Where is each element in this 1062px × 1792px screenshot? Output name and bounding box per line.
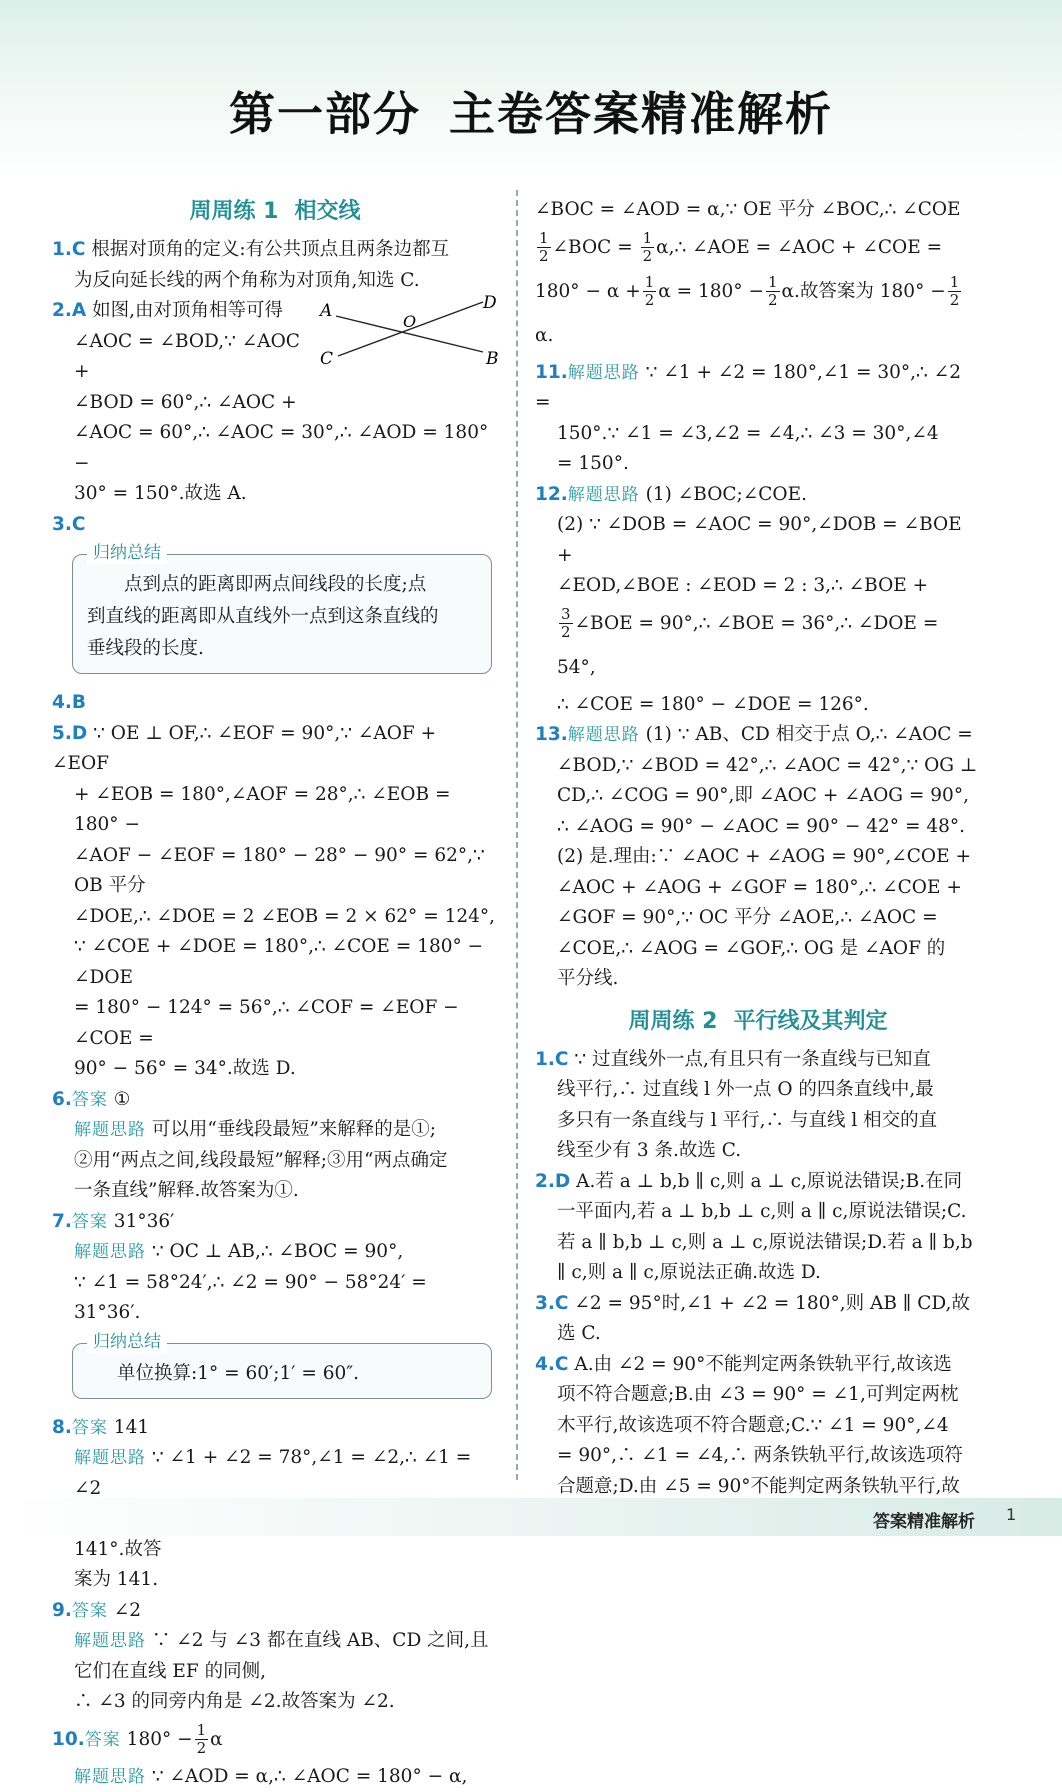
summary-label: 归纳总结 — [87, 1331, 167, 1353]
q6: 6.答案 ① 解题思路 可以用“垂线段最短”来解释的是①; ②用“两点之间,线段最短”解释;③用“两点确定 一条直线”解释.故答案为①. — [52, 1085, 498, 1207]
q1: 1.C 根据对顶角的定义:有公共顶点且两条边都互 — [52, 235, 498, 266]
label-d: D — [482, 294, 497, 313]
q10: 10.答案 180° − $\frac{1}{2}$ α 解题思路 ∵ ∠AOD = α,∴ ∠AOC = 180° − α, — [52, 1718, 498, 1792]
title-subject: 主卷答案精准解析 — [449, 87, 833, 141]
p3: 3.C ∠2 = 95°时,∠1 + ∠2 = 180°,则 AB ∥ CD,故 选 C. — [535, 1289, 981, 1350]
q2: A B C D O 2.A 如图,由对顶角相等可得 ∠AOC = ∠BOD,∵ ∠AOC + ∠BOD = 60°,∴ ∠AOC + ∠AOC = 60°,∴ ∠AOC = 30°,∴ ∠AOD = 180° − 30° = 150°.故选 A. — [52, 296, 498, 510]
p4: 4.C A.由 ∠2 = 90°不能判定两条铁轨平行,故该选 项不符合题意;B.由 ∠3 = 90° = ∠1,可判定两枕 木平行,故该选项不符合题意;C.∵ ∠1 = 90°,∠4 = 90°,∴ ∠1 = ∠4,∴ 两条铁轨平行,故该选项符 合题意;D.由 ∠5 = 90°不能判定两条铁轨平行,故 — [535, 1350, 981, 1533]
left-column — [52, 195, 498, 1792]
title-part: 第一部分 — [229, 87, 421, 141]
page-number: 1 — [1006, 1505, 1016, 1524]
label-o: O — [403, 312, 416, 331]
label-a: A — [318, 301, 332, 321]
q11: 11.解题思路 ∵ ∠1 + ∠2 = 180°,∠1 = 30°,∴ ∠2 = 150°.∵ ∠1 = ∠3,∠2 = ∠4,∴ ∠3 = 30°,∠4 = 150°. — [535, 358, 981, 480]
label-c: C — [320, 349, 333, 366]
q1-line2: 为反向延长线的两个角称为对顶角,知选 C. — [52, 266, 498, 297]
q10-continued: ∠BOC = ∠AOD = α,∵ OE 平分 ∠BOC,∴ ∠COE $\frac{1}{2}$ ∠BOC = $\frac{1}{2}$ α,∴ ∠AOE = ∠AOC + ∠COE = 180° − α + $\frac{1}{2}$ α = 180° − $\frac{1}{2}$ α.故答案为 180° − $\frac{1}{2}$ α. — [535, 195, 981, 358]
section-title-1: 周周练 1 相交线 — [52, 195, 498, 229]
page-title — [0, 78, 1062, 144]
q5: 5.D ∵ OE ⊥ OF,∴ ∠EOF = 90°,∵ ∠AOF + ∠EOF + ∠EOB = 180°,∠AOF = 28°,∴ ∠EOB = 180° − ∠AOF − ∠EOF = 180° − 28° − 90° = 62°,∵ OB 平分 ∠DOE,∴ ∠DOE = 2 ∠EOB = 2 × 62° = 124°, ∵ ∠COE + ∠DOE = 180°,∴ ∠COE = 180° − ∠DOE = 180° − 124° = 56°,∴ ∠COF = ∠EOF − ∠COE = 90° − 56° = 34°.故选 D. — [52, 719, 498, 1085]
p1: 1.C ∵ 过直线外一点,有且只有一条直线与已知直 线平行,∴ 过直线 l 外一点 O 的四条直线中,最 多只有一条直线与 l 平行,∴ 与直线 l 相交的直 线至少有 3 条.故选 C. — [535, 1045, 981, 1167]
summary-box-2: 归纳总结 单位换算:1° = 60′;1′ = 60″. — [72, 1343, 492, 1399]
summary-box-1: 归纳总结 点到点的距离即两点间线段的长度;点 到直线的距离即从直线外一点到这条直线的 垂线段的长度. — [72, 554, 492, 674]
q9: 9.答案 ∠2 解题思路 ∵ ∠2 与 ∠3 都在直线 AB、CD 之间,且 它们在直线 EF 的同侧, ∴ ∠3 的同旁内角是 ∠2.故答案为 ∠2. — [52, 1596, 498, 1718]
q4: 4.B — [52, 688, 498, 719]
section-title-2: 周周练 2 平行线及其判定 — [535, 1005, 981, 1039]
summary-label: 归纳总结 — [87, 542, 167, 564]
right-column — [535, 195, 981, 1533]
label-b: B — [485, 349, 498, 366]
q8: 8.答案 141 解题思路 ∵ ∠1 + ∠2 = 78°,∠1 = ∠2,∴ ∠1 = ∠2 141°.故答 案为 141. — [52, 1413, 498, 1596]
q3: 3.C — [52, 510, 498, 541]
footer-label: 答案精准解析 — [873, 1507, 975, 1532]
column-divider — [516, 190, 518, 1480]
p2: 2.D A.若 a ⊥ b,b ∥ c,则 a ⊥ c,原说法错误;B.在同 一平面内,若 a ⊥ b,b ⊥ c,则 a ∥ c,原说法错误;C. 若 a ∥ b,b ⊥ c,则 a ⊥ c,原说法错误;D.若 a ∥ b,b ∥ c,则 a ∥ c,原说法正确.故选 D. — [535, 1167, 981, 1289]
q12: 12.解题思路 (1) ∠BOC;∠COE. (2) ∵ ∠DOB = ∠AOC = 90°,∠DOB = ∠BOE + ∠EOD,∠BOE : ∠EOD = 2 : 3,∴ ∠BOE + $\frac{3}{2}$ ∠BOE = 90°,∴ ∠BOE = 36°,∴ ∠DOE = 54°, ∴ ∠COE = 180° − ∠DOE = 126°. — [535, 480, 981, 721]
intersecting-lines-diagram — [318, 294, 498, 366]
q13: 13.解题思路 (1) ∵ AB、CD 相交于点 O,∴ ∠AOC = ∠BOD,∵ ∠BOD = 42°,∴ ∠AOC = 42°,∵ OG ⊥ CD,∴ ∠COG = 90°,即 ∠AOC + ∠AOG = 90°, ∴ ∠AOG = 90° − ∠AOC = 90° − 42° = 48°. (2) 是.理由:∵ ∠AOC + ∠AOG = 90°,∠COE + ∠AOC + ∠AOG + ∠GOF = 180°,∴ ∠COE + ∠GOF = 90°,∵ OC 平分 ∠AOE,∴ ∠AOC = ∠COE,∴ ∠AOG = ∠GOF,∴ OG 是 ∠AOF 的 平分线. — [535, 720, 981, 995]
q7: 7.答案 31°36′ 解题思路 ∵ OC ⊥ AB,∴ ∠BOC = 90°, ∵ ∠1 = 58°24′,∴ ∠2 = 90° − 58°24′ = 31°36′. — [52, 1207, 498, 1329]
